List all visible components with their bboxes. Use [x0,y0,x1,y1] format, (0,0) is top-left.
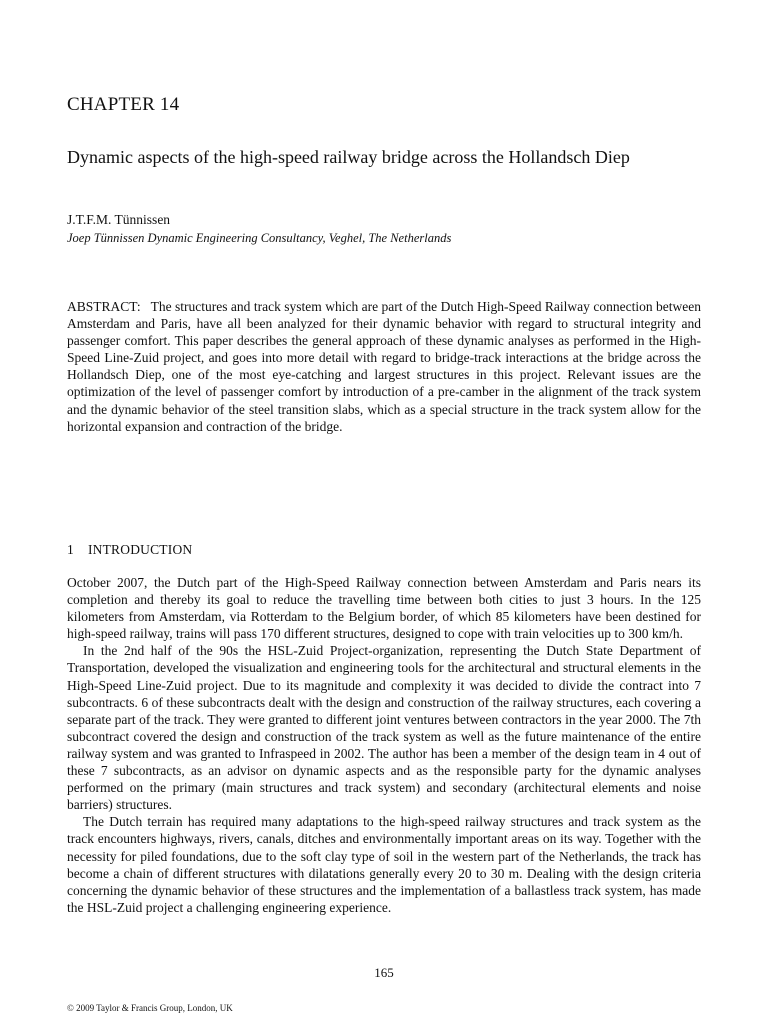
page-number: 165 [374,965,394,980]
section-title: INTRODUCTION [87,542,193,557]
author-affiliation: Joep Tünnissen Dynamic Engineering Consultancy, Veghel, The Netherlands [67,231,452,245]
paragraph: October 2007, the Dutch part of the High-Speed Railway connection between Amsterdam and Paris nears its completion and thereby its goal to reduce the travelling time between both cities to just 3 hours. In the 125 kilometers from Amsterdam, via Rotterdam to the Belgium border, of which 85 kilometers have been destined for high-speed railway, trains will pass 170 different structures, designed to cope with train velocities up to 300 km/h. [67,575,701,642]
paper-title: Dynamic aspects of the high-speed railway bridge across the Hollandsch Diep [67,147,630,167]
section-number: 1 [67,542,74,557]
section-body [67,574,701,916]
author-name: J.T.F.M. Tünnissen [67,212,171,227]
abstract [67,298,701,435]
chapter-heading: CHAPTER 14 [67,94,180,115]
paragraph: In the 2nd half of the 90s the HSL-Zuid Project-organization, representing the Dutch State Department of Transportation, developed the visualization and engineering tools for the architectural and structural elements in the High-Speed Line-Zuid project. Due to its magnitude and complexity it was decided to divide the contract into 7 subcontracts. 6 of these subcontracts dealt with the design and construction of the railway structures, each covering a separate part of the track. They were granted to different joint ventures between contractors in the year 2000. The 7th subcontract covered the design and construction of the track system as well as the future maintenance of the entire railway system and was granted to Infraspeed in 2002. The author has been a member of the design team in 4 out of these 7 subcontracts, as an advisor on dynamic aspects and as the responsible party for the dynamic analyses performed on the primary (main structures and track system) and secondary (architectural elements and noise barriers) structures. [67,643,701,813]
abstract-text: The structures and track system which are part of the Dutch High-Speed Railway connection between Amsterdam and Paris, have all been analyzed for their dynamic behavior with regard to structural integrity and passenger comfort. This paper describes the general approach of these dynamic analyses as performed in the High-Speed Line-Zuid project, and goes into more detail with regard to bridge-track interactions at the bridge across the Hollandsch Diep, one of the most eye-catching and largest structures in this project. Relevant issues are the optimization of the level of passenger comfort by introduction of a pre-camber in the alignment of the track system and the dynamic behavior of the steel transition slabs, which as a special structure in the track system allow for the horizontal expansion and contraction of the bridge. [67,299,701,434]
section-heading [67,542,192,558]
abstract-label: ABSTRACT: [67,299,141,314]
copyright-notice: © 2009 Taylor & Francis Group, London, UK [67,1003,233,1013]
paragraph: The Dutch terrain has required many adaptations to the high-speed railway structures and track system as the track encounters highways, rivers, canals, ditches and environmentally important areas on its way. Together with the necessity for piled foundations, due to the soft clay type of soil in the western part of the Netherlands, the track has become a chain of different structures with dilatations generally every 20 to 30 m. Dealing with the design criteria concerning the dynamic behavior of these structures and the implementation of a ballastless track system, has made the HSL-Zuid project a challenging engineering experience. [67,814,701,915]
